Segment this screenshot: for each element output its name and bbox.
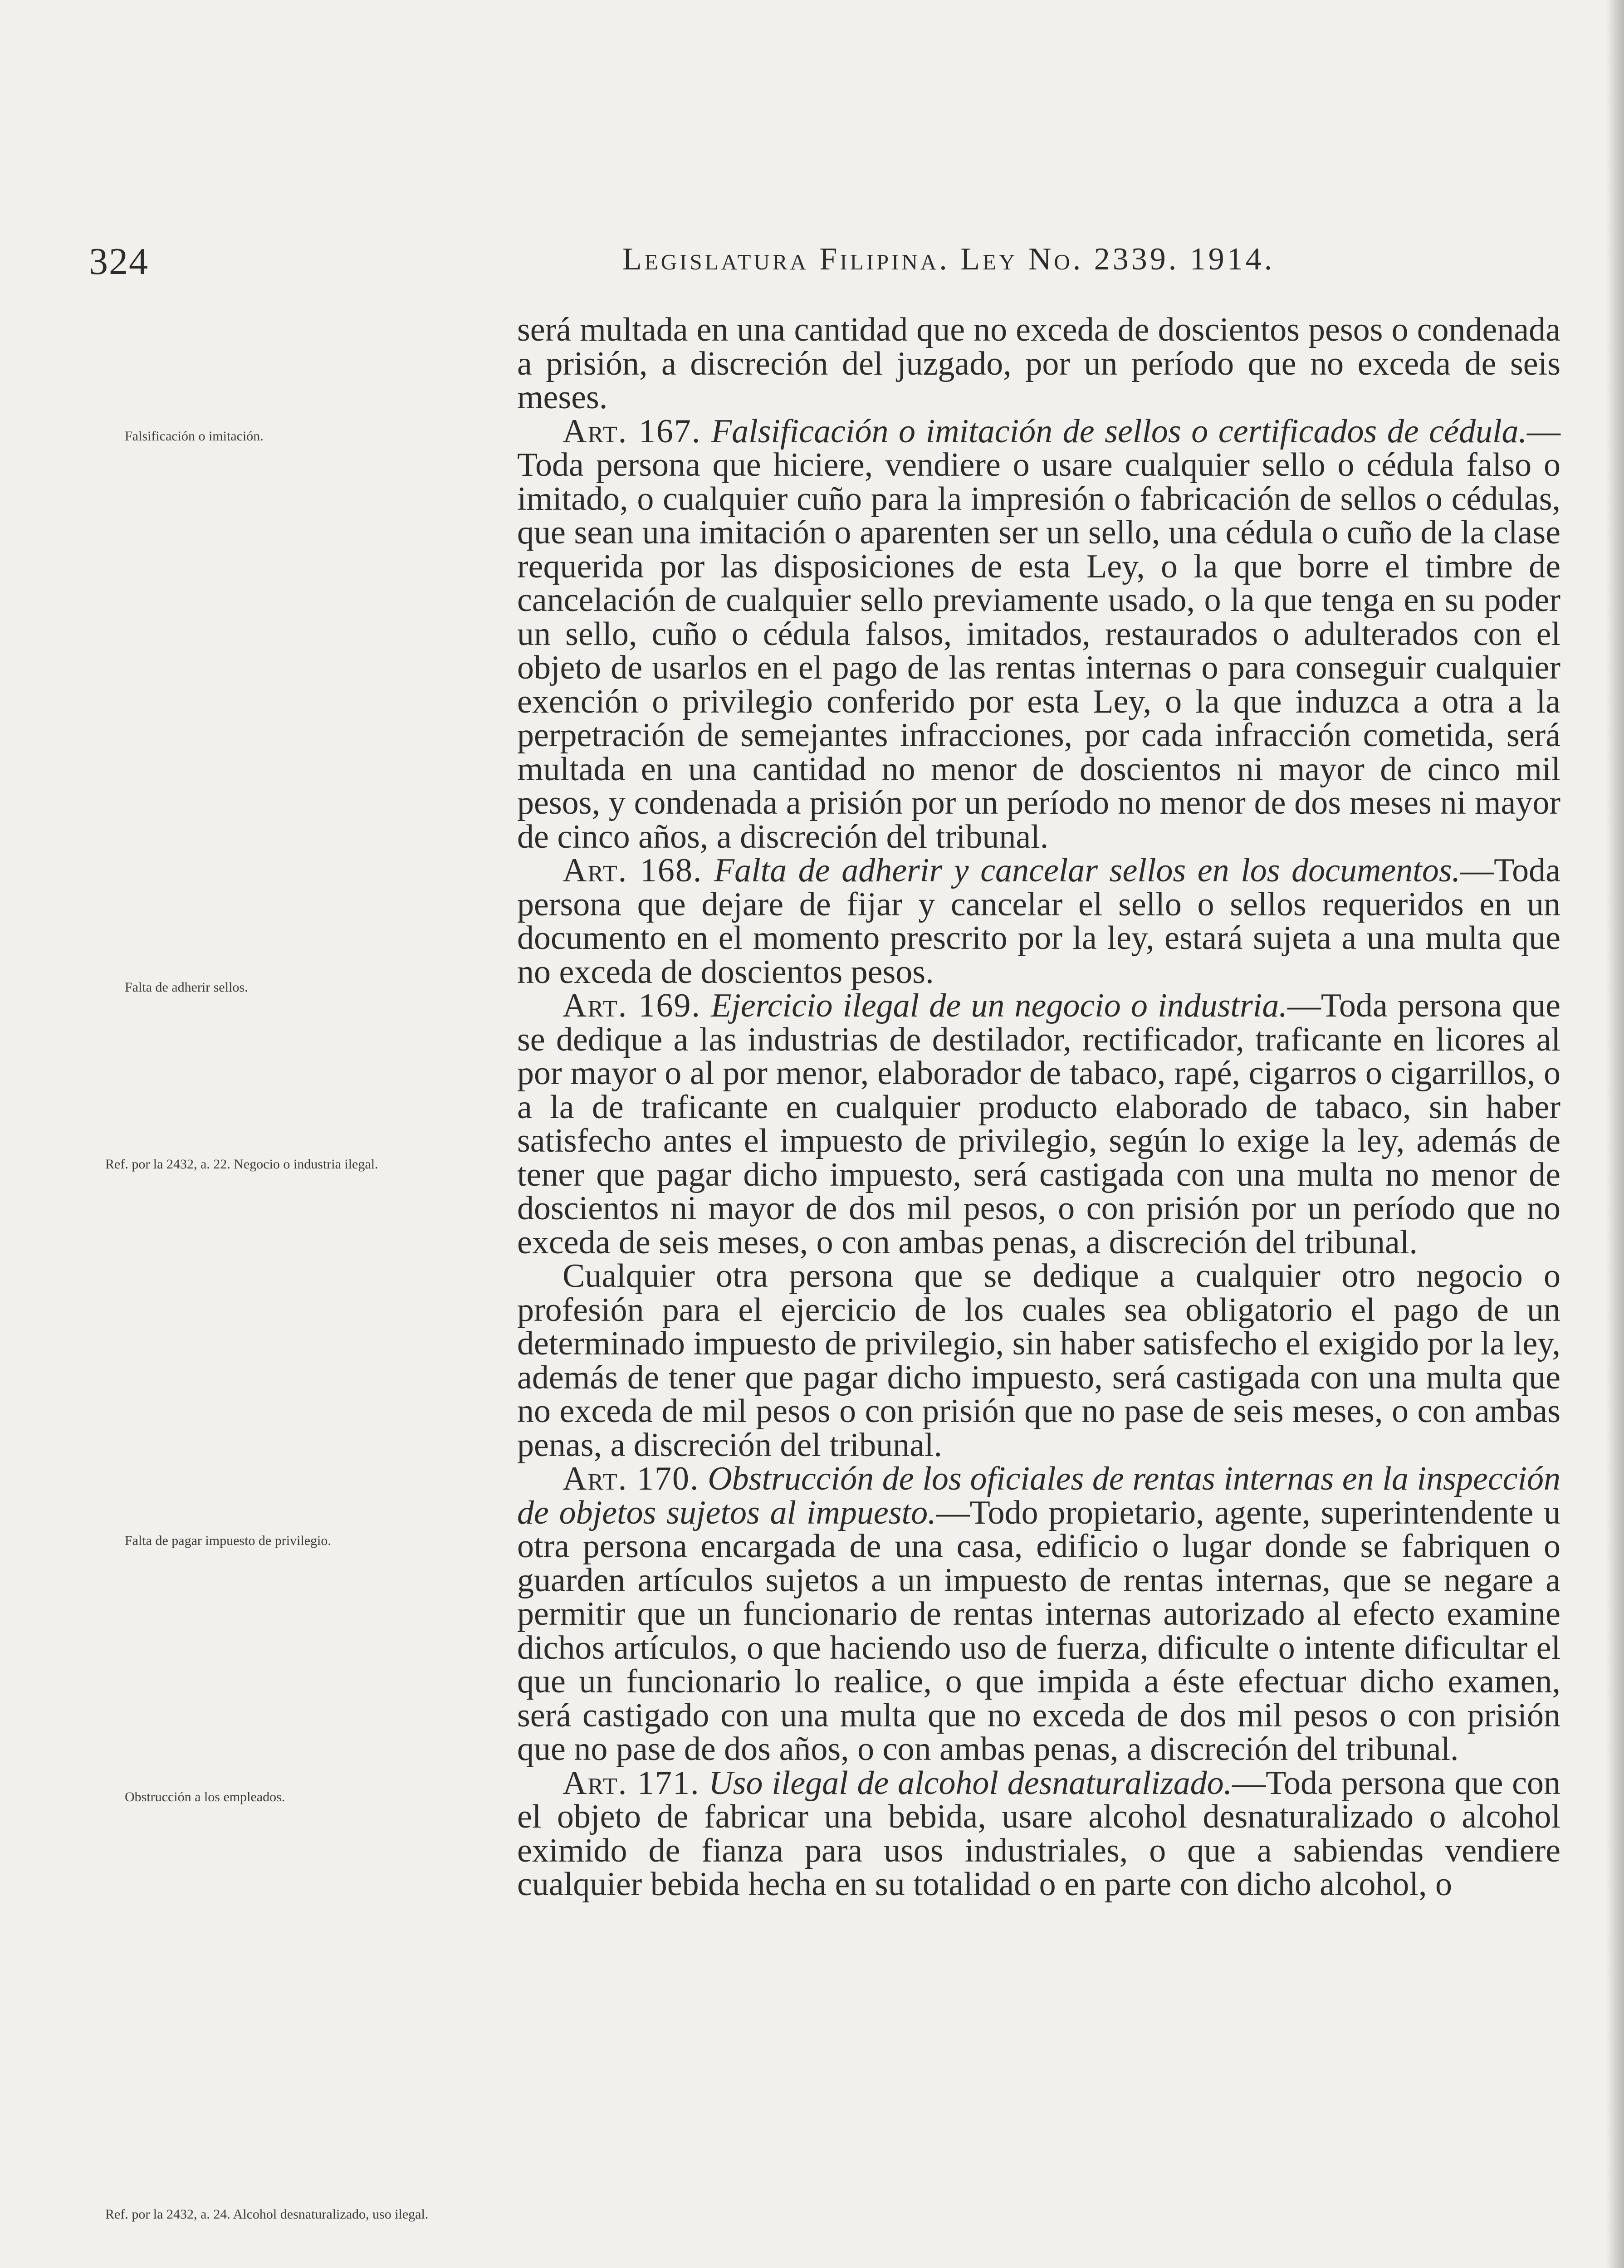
article-167-label: Art. 167. — [563, 412, 701, 450]
page-edge-shadow — [1606, 0, 1624, 2268]
article-171-text: —Toda persona que con el objeto de fabricar una bebida, usare alcohol desnaturalizado o alcohol eximido de fianza para usos industriales, o que a sabiendas vendiere cualquier bebida hecha en su totalidad o en parte con dicho alcohol, o — [517, 1764, 1561, 1903]
page-number: 324 — [89, 240, 149, 283]
margin-note-alcohol: Ref. por la 2432, a. 24. Alcohol desnaturalizado, uso ilegal. — [105, 2207, 429, 2222]
margin-note-negocio-ilegal: Ref. por la 2432, a. 22. Negocio o industria ilegal. — [105, 1157, 378, 1172]
article-171 — [517, 1766, 1560, 1901]
running-head: Legislatura Filipina. Ley No. 2339. 1914. — [622, 242, 1275, 277]
article-167-title: Falsificación o imitación de sellos o certificados de cédula. — [711, 412, 1527, 450]
article-167 — [517, 412, 1561, 855]
article-169-paragraph-2: Cualquier otra persona que se dedique a cualquier otro negocio o profesión para el ejercicio de los cuales sea obligatorio el pago de un determinado impuesto de privilegio, sin haber satisfecho el exigido por la ley, además de tener que pagar dicho impuesto, será castigada con una multa que no exceda de mil pesos o con prisión que no pase de seis meses, o con ambas penas, a discreción del tribunal. — [517, 1257, 1560, 1464]
article-171-title: Uso ilegal de alcohol desnaturalizado. — [709, 1764, 1233, 1802]
article-170-text: —Todo propietario, agente, superintendente u otra persona encargada de una casa, edificio o lugar donde se fabriquen o guarden artículos sujetos a un impuesto de rentas internas, que se negare a permitir que un funcionario de rentas internas autorizado al efecto examine dichos artículos, o que haciendo uso de fuerza, dificulte o intente dificultar el que un funcionario lo realice, o que impida a éste efectuar dicho examen, será castigado con una multa que no exceda de dos mil pesos o con prisión que no pase de dos años, o con ambas penas, a discreción del tribunal. — [517, 1494, 1560, 1768]
article-168-title: Falta de adherir y cancelar sellos en los documentos. — [714, 852, 1461, 889]
margin-note-falta-pagar: Falta de pagar impuesto de privilegio. — [125, 1533, 331, 1548]
article-169-label: Art. 169. — [563, 987, 701, 1024]
main-text-column — [517, 313, 1560, 1901]
article-169 — [517, 989, 1560, 1259]
margin-note-falta-adherir: Falta de adherir sellos. — [125, 980, 248, 995]
article-168-text: —Toda persona que dejare de fijar y cancelar el sello o sellos requeridos en un documento en el momento prescrito por la ley, estará sujeta a una multa que no exceda de doscientos pesos. — [517, 852, 1561, 991]
continuation-paragraph: será multada en una cantidad que no exceda de doscientos pesos o condenada a prisión, a discreción del juzgado, por un período que no exceda de seis meses. — [517, 311, 1560, 416]
article-167-text: —Toda persona que hiciere, vendiere o usare cualquier sello o cédula falso o imitado, o cualquier cuño para la impresión o fabricación de sellos o cédulas, que sean una imitación o aparenten ser un sello, una cédula o cuño de la clase requerida por las disposiciones de esta Ley, o la que borre el timbre de cancelación de cualquier sello previamente usado, o la que tenga en su poder un sello, cuño o cédula falsos, imitados, restaurados o adulterados con el objeto de usarlos en el pago de las rentas internas o para conseguir cualquier exención o privilegio conferido por esta Ley, o la que induzca a otra a la perpetración de semejantes infracciones, por cada infracción cometida, será multada en una cantidad no menor de doscientos ni mayor de cinco mil pesos, y condenada a prisión por un período no menor de dos meses ni mayor de cinco años, a discreción del tribunal. — [517, 412, 1561, 855]
article-168-label: Art. 168. — [563, 852, 703, 889]
article-171-label: Art. 171. — [563, 1764, 700, 1802]
margin-note-falsificacion: Falsificación o imitación. — [125, 429, 264, 444]
article-169-title: Ejercicio ilegal de un negocio o industria. — [711, 987, 1287, 1024]
article-170-title: Obstrucción de los oficiales de rentas internas en la inspección de objetos sujetos al impuesto. — [517, 1460, 1561, 1531]
article-170 — [517, 1462, 1560, 1766]
margin-note-obstruccion: Obstrucción a los empleados. — [125, 1789, 285, 1804]
page-header — [0, 240, 1624, 289]
article-170-label: Art. 170. — [563, 1460, 699, 1497]
article-168 — [517, 854, 1560, 989]
article-169-text: —Toda persona que se dedique a las industrias de destilador, rectificador, traficante en licores al por mayor o al por menor, elaborador de tabaco, rapé, cigarros o cigarrillos, o a la de traficante en cualquier producto elaborado de tabaco, sin haber satisfecho antes el impuesto de privilegio, según lo exige la ley, además de tener que pagar dicho impuesto, será castigada con una multa no menor de doscientos ni mayor de dos mil pesos, o con prisión por un período que no exceda de seis meses, o con ambas penas, a discreción del tribunal. — [517, 987, 1561, 1261]
